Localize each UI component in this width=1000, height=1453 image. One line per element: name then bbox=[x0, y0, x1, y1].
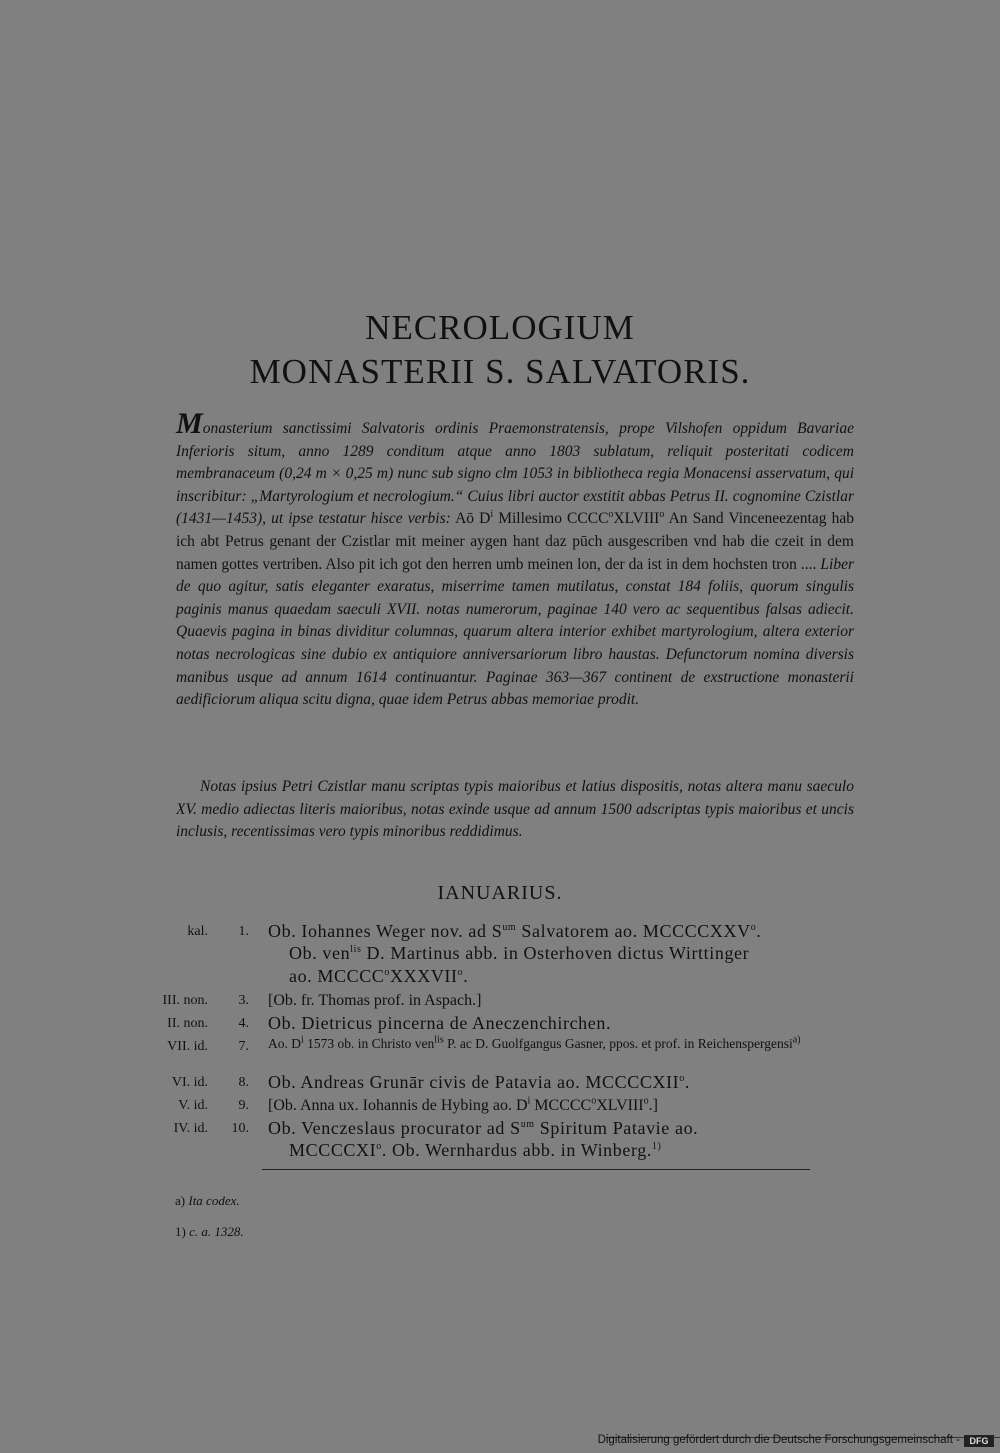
title-line-2: MONASTERII S. SALVATORIS. bbox=[249, 352, 751, 391]
title-line-1: NECROLOGIUM bbox=[365, 308, 635, 347]
entry-continuation bbox=[289, 1140, 661, 1161]
entry-text-part: MCCCCXI bbox=[289, 1140, 377, 1160]
footnote-mark: 1) bbox=[175, 1224, 186, 1239]
entry-text-part: Ob. Iohannes Weger nov. ad S bbox=[268, 921, 503, 941]
entry-text-part: Spiritum Patavie ao. bbox=[534, 1118, 699, 1138]
entry-text-part: ao. MCCCC bbox=[289, 966, 385, 986]
intro-paragraph-2: Notas ipsius Petri Czistlar manu scriptas typis maioribus et latius dispositis, notas altera manu saeculo XV. medio adiectas literis maioribus, notas exinde usque ad annum 1500 adscriptas typis maioribus et uncis inclusis, recentissimas vero typis minoribus reddidimus. bbox=[176, 778, 854, 841]
entry-text-part: . bbox=[756, 921, 762, 941]
entry-text-part: MCCCC bbox=[530, 1097, 592, 1114]
entry-text-part: . bbox=[684, 1072, 690, 1092]
entry-text-part: Ob. Venczeslaus procurator ad S bbox=[268, 1118, 521, 1138]
entry-text bbox=[268, 1094, 858, 1117]
necrology-entry bbox=[0, 1012, 1000, 1036]
month-heading: IANUARIUS. bbox=[437, 882, 563, 904]
sup: 1) bbox=[651, 1141, 662, 1152]
entry-day: 10. bbox=[231, 1121, 249, 1136]
entry-date: III. non. bbox=[162, 993, 208, 1008]
entry-date: V. id. bbox=[178, 1098, 208, 1113]
sup: um bbox=[502, 922, 517, 933]
footnote-text: Ita codex. bbox=[188, 1193, 240, 1208]
entry-text-part: Ob. ven bbox=[289, 943, 351, 963]
divider-rule bbox=[262, 1169, 810, 1170]
sup: i bbox=[301, 1034, 304, 1046]
entry-date: VI. id. bbox=[171, 1075, 208, 1090]
entry-text-part: D. Martinus abb. in Osterhoven dictus Wirttinger bbox=[361, 943, 750, 963]
footer-text: Digitalisierung gefördert durch die Deutsche Forschungsgemeinschaft - bbox=[597, 1434, 960, 1446]
entry-day: 4. bbox=[238, 1016, 249, 1031]
dfg-logo: DFG bbox=[964, 1435, 994, 1447]
entry-day: 7. bbox=[238, 1039, 249, 1054]
entry-day: 3. bbox=[238, 993, 249, 1008]
sup: lis bbox=[434, 1034, 444, 1046]
sup: o bbox=[750, 922, 757, 933]
entry-text-part: . Ob. Wernhardus abb. in Winberg. bbox=[381, 1140, 652, 1160]
entry-text bbox=[268, 1071, 858, 1094]
sup: o bbox=[591, 1095, 597, 1107]
sup: i bbox=[527, 1095, 531, 1107]
intro-german-d: An Sand Vinceneezentag hab ich abt Petrus genant der Czistlar mit meiner aygen hant daz pūch ausgescriben vnd hab die czeit in dem namen gottes vertriben. Also pit ich got den herren umb meinen lon, der da ist in dem hochsten tron .... bbox=[176, 510, 854, 573]
sup: um bbox=[520, 1119, 535, 1130]
sup: o bbox=[376, 1141, 382, 1152]
entry-text-part: Ob. Andreas Grunār civis de Patavia ao. MCCCCXII bbox=[268, 1072, 680, 1092]
sup: lis bbox=[350, 944, 362, 955]
entry-text-part: . bbox=[463, 966, 469, 986]
necrology-entry bbox=[0, 1035, 1000, 1071]
digitization-footer bbox=[0, 1430, 1000, 1453]
entry-text: Ob. Dietricus pincerna de Aneczenchirchen. bbox=[268, 1013, 612, 1033]
entry-continuation bbox=[289, 966, 468, 987]
necrology-entry bbox=[0, 1117, 1000, 1141]
necrology-entry bbox=[0, 920, 1000, 944]
drop-cap: M bbox=[176, 407, 203, 440]
footnote-text: c. a. 1328. bbox=[189, 1224, 244, 1239]
necrology-entry bbox=[0, 989, 1000, 1013]
sup: o bbox=[659, 509, 665, 521]
footnote bbox=[175, 1224, 244, 1240]
entry-day: 9. bbox=[238, 1098, 249, 1113]
entry-text-part: [Ob. Anna ux. Iohannis de Hybing ao. D bbox=[268, 1097, 528, 1114]
intro-german-c: XLVIII bbox=[613, 510, 660, 528]
intro-paragraph-1 bbox=[176, 407, 855, 712]
entry-date: IV. id. bbox=[173, 1121, 208, 1136]
footnote bbox=[175, 1193, 240, 1209]
necrology-entry bbox=[0, 1094, 1000, 1118]
entry-text bbox=[268, 1035, 858, 1053]
intro-german-b: Millesimo CCCC bbox=[493, 510, 609, 528]
intro-latin-a: onasterium sanctissimi Salvatoris ordinis Praemonstratensis, prope Vilshofen oppidum Bavariae Inferioris situm, anno 1289 conditum atque anno 1803 sublatum, reliquit posteritati codicem membranaceum (0,24 m × 0,25 m) nunc sub signo clm 1053 in bibliotheca regia Monacensi asservatum, qui inscribitur: „Martyrologium et necrologium.“ Cuius libri auctor exstitit abbas Petrus II. cognomine Czistlar (1431—1453), ut ipse testatur hisce verbis: bbox=[176, 420, 854, 528]
entry-text-part: 1573 ob. in Christo ven bbox=[303, 1036, 435, 1051]
entry-text-part: XXXVII bbox=[390, 966, 458, 986]
entry-text bbox=[268, 1117, 858, 1140]
entry-text: [Ob. fr. Thomas prof. in Aspach.] bbox=[268, 992, 482, 1009]
entry-date: kal. bbox=[187, 924, 208, 939]
entry-text-part: XLVIII bbox=[596, 1097, 644, 1114]
entry-text-part: .] bbox=[648, 1097, 658, 1114]
entry-date: II. non. bbox=[167, 1016, 208, 1031]
entry-day: 8. bbox=[238, 1075, 249, 1090]
entry-day: 1. bbox=[238, 924, 249, 939]
sup: o bbox=[457, 967, 464, 978]
footnote-mark: a) bbox=[175, 1193, 186, 1208]
sup: a) bbox=[792, 1034, 801, 1046]
entry-text bbox=[268, 920, 858, 943]
sup: i bbox=[490, 509, 494, 521]
necrology-entry bbox=[0, 1071, 1000, 1095]
entry-text-part: Salvatorem ao. MCCCCXXV bbox=[516, 921, 751, 941]
sup: o bbox=[679, 1073, 685, 1084]
entry-date: VII. id. bbox=[167, 1039, 208, 1054]
sup: o bbox=[384, 967, 391, 978]
intro-latin-b: Liber de quo agitur, satis eleganter exaratus, miserrime tamen mutilatus, constat 184 foliis, quorum singulis paginis manus quaedam saeculi XVII. notas numerorum, paginae 140 vero ac sequentibus falsas adiecit. Quaevis pagina in binas dividitur columnas, quarum altera interior exhibet martyrologium, altera exterior notas necrologicas sine dubio ex antiquiore anniversariorum libro haustas. Defunctorum nomina diversis manibus usque ad annum 1614 continuantur. Paginae 363—367 continent de exstructione monasterii aedificiorum aliqua scitu digna, quae idem Petrus abbas memoriae prodit. bbox=[176, 555, 855, 709]
intro-german-a: Aō D bbox=[455, 510, 491, 528]
sup: o bbox=[608, 509, 614, 521]
entry-text-part: P. ac D. Guolfgangus Gasner, ppos. et prof. in Reichenspergensi bbox=[443, 1036, 793, 1051]
entry-text-part: Ao. D bbox=[268, 1036, 301, 1051]
sup: o bbox=[643, 1095, 649, 1107]
entry-continuation bbox=[289, 943, 749, 964]
